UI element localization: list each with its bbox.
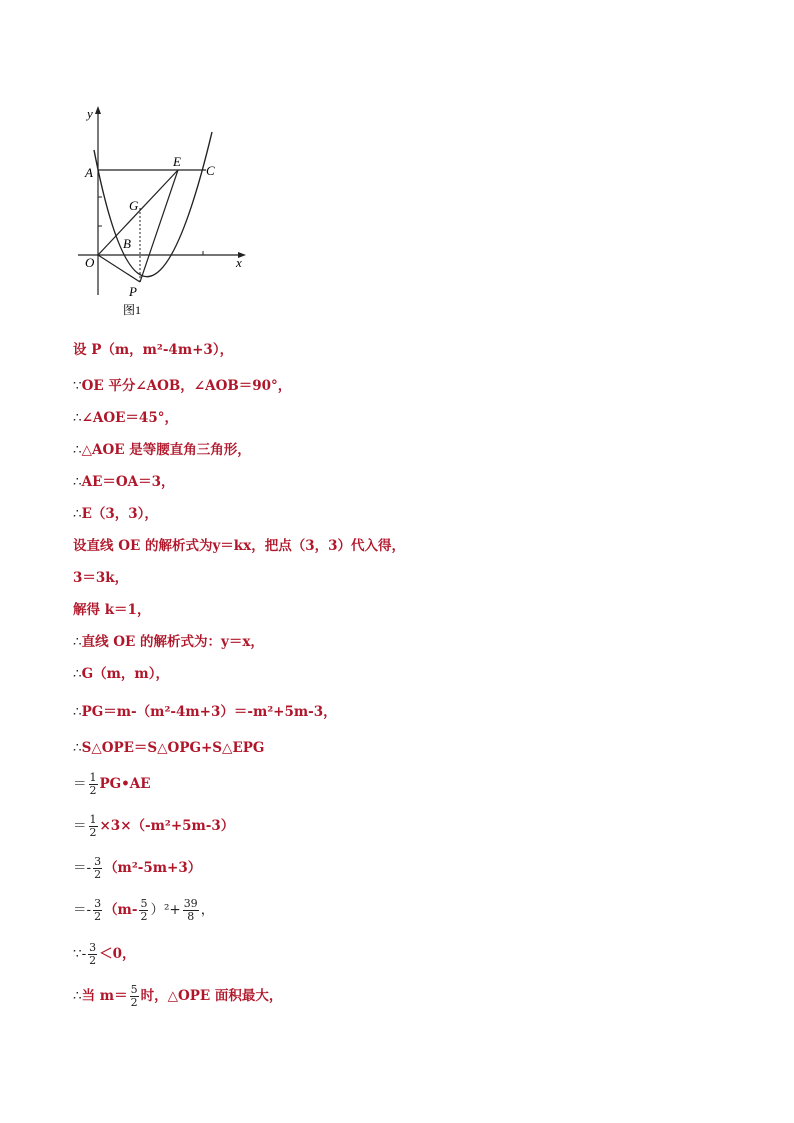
denominator: 2: [94, 910, 102, 923]
y-axis-arrow: [95, 106, 101, 114]
solution-line-1: [73, 340, 233, 360]
denominator: 8: [187, 910, 195, 923]
fraction: [130, 984, 139, 1009]
solution-line-17: [73, 898, 214, 923]
text: PG＝m-（m²-4m+3）＝-m²+5m-3，: [81, 704, 337, 720]
text: 设 P（m，m²-4m+3），: [73, 342, 234, 358]
figure-svg: [70, 100, 260, 325]
text: PG•AE: [99, 776, 151, 792]
solution-line-19: [73, 984, 282, 1009]
therefore-symbol: ∴: [73, 634, 82, 650]
solution-line-3: [73, 408, 178, 428]
text: S△OPE＝S△OPG+S△EPG: [81, 740, 265, 756]
numerator: 5: [130, 983, 138, 996]
label-e: E: [173, 154, 181, 169]
solution-line-4: [73, 440, 251, 460]
label-p: P: [129, 284, 137, 299]
therefore-symbol: ∴: [73, 506, 82, 522]
label-y: y: [87, 106, 93, 121]
label-g: G: [129, 198, 139, 213]
text: G（m，m），: [81, 666, 169, 682]
fraction: [139, 898, 148, 923]
solution-line-12: [73, 702, 337, 722]
therefore-symbol: ∴: [73, 442, 82, 458]
denominator: 2: [89, 954, 97, 967]
numerator: 5: [140, 897, 148, 910]
therefore-symbol: ∴: [73, 740, 82, 756]
line-op: [98, 255, 140, 282]
solution-line-14: [73, 772, 151, 797]
label-x: x: [236, 255, 242, 270]
text: 直线 OE 的解析式为：y＝x，: [81, 634, 264, 650]
text: △AOE 是等腰直角三角形，: [81, 442, 251, 458]
numerator: 3: [89, 941, 97, 954]
figure-caption: 图1: [123, 303, 142, 317]
solution-line-15: [73, 814, 234, 839]
text: 设直线 OE 的解析式为y＝kx，把点（3，3）代入得，: [73, 538, 405, 554]
numerator: 39: [183, 897, 198, 910]
denominator: 2: [89, 784, 97, 797]
numerator: 1: [89, 771, 97, 784]
text: 当 m＝: [81, 988, 128, 1004]
solution-line-6: [73, 504, 158, 524]
solution-line-2: [73, 376, 291, 396]
fraction: [89, 814, 98, 839]
line-pe: [140, 170, 178, 282]
text: ＜0，: [99, 946, 136, 962]
text: OE 平分∠AOB，∠AOB＝90°，: [81, 378, 292, 394]
equals-minus: ＝-: [73, 860, 92, 876]
text: ）²+: [150, 902, 181, 918]
denominator: 2: [89, 826, 97, 839]
equals-minus: ＝-: [73, 902, 92, 918]
therefore-symbol: ∴: [73, 410, 82, 426]
fraction: [89, 772, 98, 797]
therefore-symbol: ∴: [73, 666, 82, 682]
solution-line-11: [73, 664, 169, 684]
denominator: 2: [94, 868, 102, 881]
text: E（3，3），: [81, 506, 158, 522]
numerator: 3: [94, 897, 102, 910]
text: ×3×（-m²+5m-3）: [99, 818, 235, 834]
fraction: [88, 942, 97, 967]
label-o: O: [85, 255, 95, 270]
equals: ＝: [73, 776, 87, 792]
label-c: C: [206, 163, 215, 178]
text: ，: [200, 902, 215, 918]
denominator: 2: [130, 996, 138, 1009]
therefore-symbol: ∴: [73, 474, 82, 490]
because-symbol: ∵: [73, 378, 82, 394]
text: AE＝OA＝3，: [81, 474, 175, 490]
solution-line-13: [73, 738, 264, 758]
numerator: 1: [89, 813, 97, 826]
text: 3＝3k，: [73, 570, 129, 586]
parabola-figure: [70, 100, 260, 325]
label-a: A: [85, 165, 93, 180]
fraction: [183, 898, 199, 923]
numerator: 3: [94, 855, 102, 868]
solution-line-7: [73, 536, 405, 556]
text: （m²-5m+3）: [104, 860, 202, 876]
solution-line-10: [73, 632, 264, 652]
fraction: [93, 856, 102, 881]
label-b: B: [123, 236, 131, 251]
solution-line-18: [73, 942, 136, 967]
therefore-symbol: ∴: [73, 704, 82, 720]
text: （m-: [104, 902, 138, 918]
text: ∠AOE＝45°，: [81, 410, 178, 426]
solution-line-9: [73, 600, 150, 620]
denominator: 2: [140, 910, 148, 923]
solution-line-8: [73, 568, 128, 588]
because-minus: ∵-: [73, 946, 87, 962]
solution-line-5: [73, 472, 175, 492]
text: 解得 k＝1，: [73, 602, 151, 618]
therefore-symbol: ∴: [73, 988, 82, 1004]
fraction: [93, 898, 102, 923]
text: 时，△OPE 面积最大，: [140, 988, 283, 1004]
equals: ＝: [73, 818, 87, 834]
solution-line-16: [73, 856, 201, 881]
